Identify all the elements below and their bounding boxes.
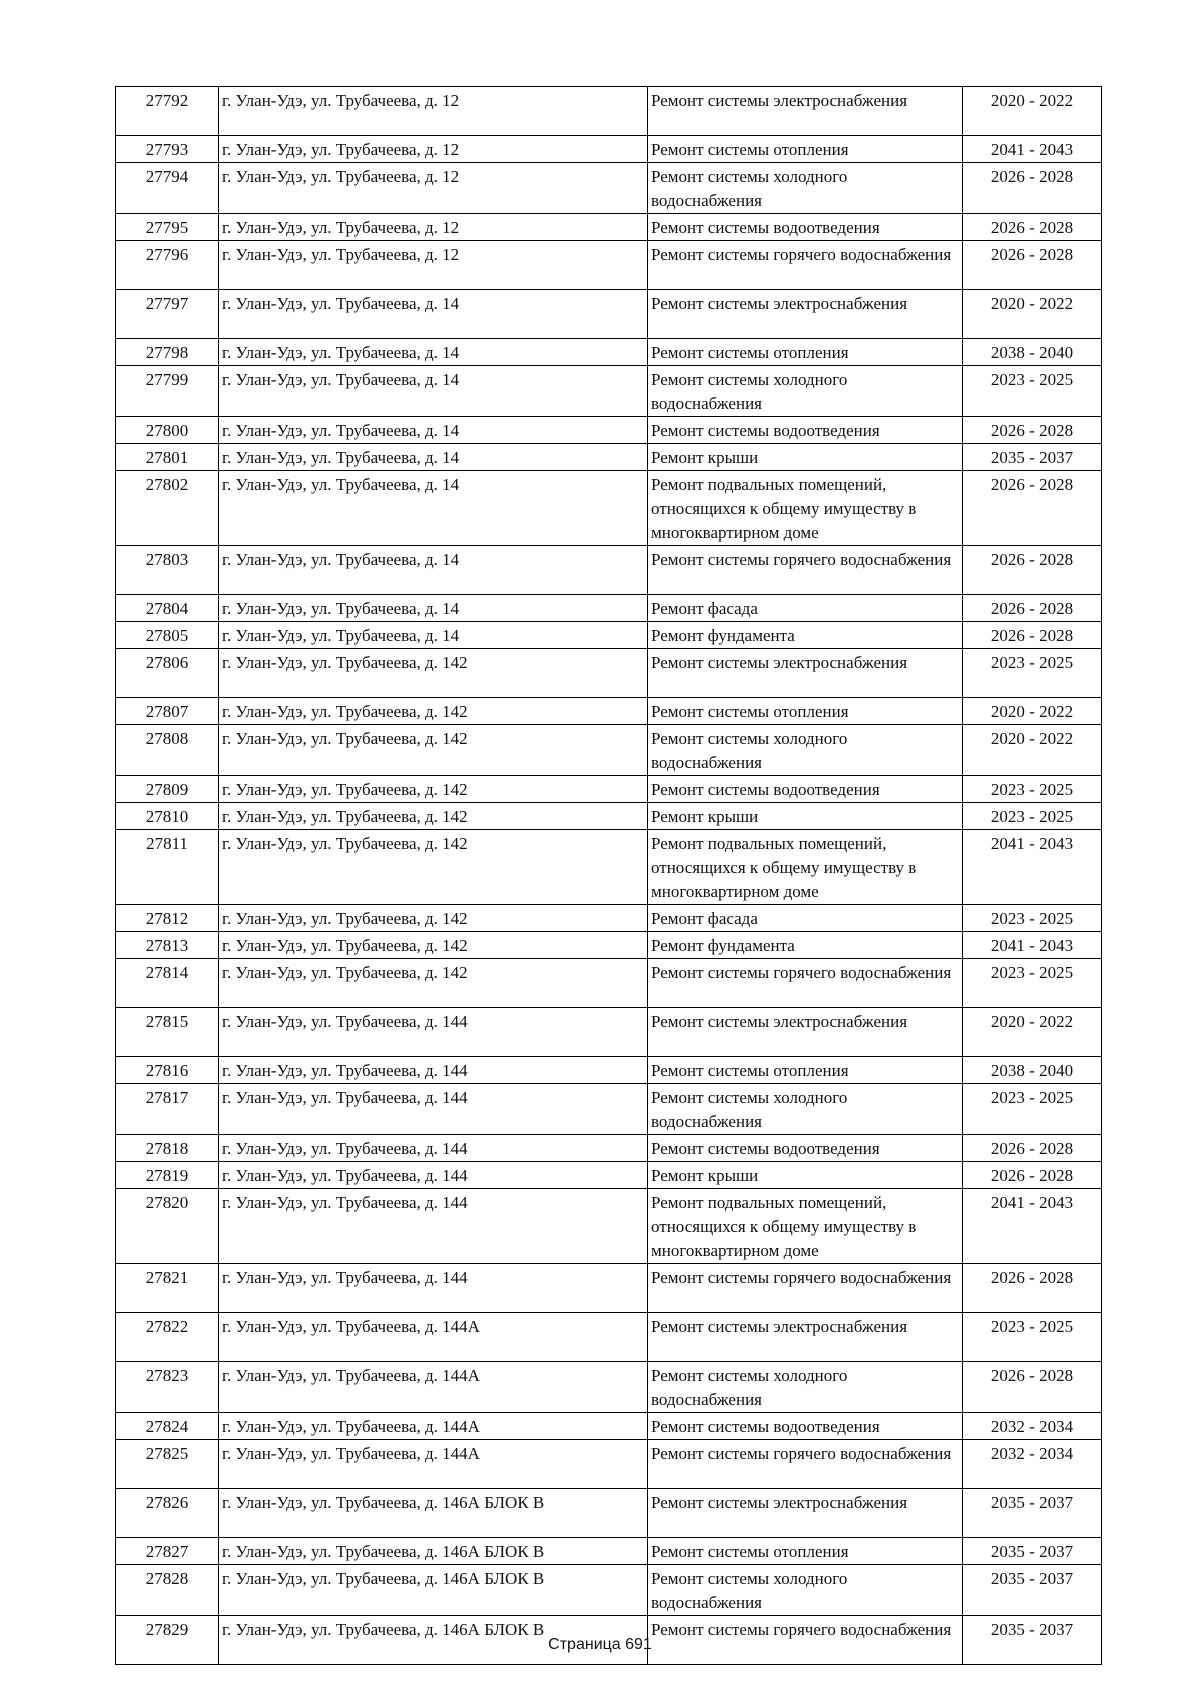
table-row bbox=[116, 1489, 1102, 1538]
row-number-cell: 27820 bbox=[116, 1189, 219, 1264]
address-cell: г. Улан-Удэ, ул. Трубачеева, д. 144 bbox=[219, 1008, 648, 1057]
address-cell: г. Улан-Удэ, ул. Трубачеева, д. 144 bbox=[219, 1162, 648, 1189]
table-row bbox=[116, 471, 1102, 546]
period-cell: 2026 - 2028 bbox=[963, 163, 1102, 214]
work-type-cell: Ремонт крыши bbox=[648, 1162, 963, 1189]
address-cell: г. Улан-Удэ, ул. Трубачеева, д. 12 bbox=[219, 214, 648, 241]
period-cell: 2020 - 2022 bbox=[963, 698, 1102, 725]
address-cell: г. Улан-Удэ, ул. Трубачеева, д. 14 bbox=[219, 339, 648, 366]
table-row bbox=[116, 339, 1102, 366]
table-row bbox=[116, 725, 1102, 776]
work-type-cell: Ремонт системы электроснабжения bbox=[648, 649, 963, 698]
period-cell: 2020 - 2022 bbox=[963, 87, 1102, 136]
address-cell: г. Улан-Удэ, ул. Трубачеева, д. 14 bbox=[219, 595, 648, 622]
address-cell: г. Улан-Удэ, ул. Трубачеева, д. 12 bbox=[219, 87, 648, 136]
period-cell: 2032 - 2034 bbox=[963, 1440, 1102, 1489]
row-number-cell: 27818 bbox=[116, 1135, 219, 1162]
work-type-cell: Ремонт системы водоотведения bbox=[648, 1413, 963, 1440]
period-cell: 2035 - 2037 bbox=[963, 444, 1102, 471]
row-number-cell: 27805 bbox=[116, 622, 219, 649]
work-type-cell: Ремонт системы водоотведения bbox=[648, 1135, 963, 1162]
work-type-cell: Ремонт системы холодного водоснабжения bbox=[648, 1084, 963, 1135]
row-number-cell: 27798 bbox=[116, 339, 219, 366]
row-number-cell: 27829 bbox=[116, 1616, 219, 1665]
work-type-cell: Ремонт фундамента bbox=[648, 932, 963, 959]
address-cell: г. Улан-Удэ, ул. Трубачеева, д. 12 bbox=[219, 241, 648, 290]
work-type-cell: Ремонт системы отопления bbox=[648, 1057, 963, 1084]
address-cell: г. Улан-Удэ, ул. Трубачеева, д. 14 bbox=[219, 471, 648, 546]
work-type-cell: Ремонт системы водоотведения bbox=[648, 214, 963, 241]
work-type-cell: Ремонт системы горячего водоснабжения bbox=[648, 1264, 963, 1313]
table-row bbox=[116, 1008, 1102, 1057]
address-cell: г. Улан-Удэ, ул. Трубачеева, д. 12 bbox=[219, 136, 648, 163]
row-number-cell: 27793 bbox=[116, 136, 219, 163]
work-type-cell: Ремонт крыши bbox=[648, 803, 963, 830]
work-type-cell: Ремонт системы горячего водоснабжения bbox=[648, 959, 963, 1008]
address-cell: г. Улан-Удэ, ул. Трубачеева, д. 14 bbox=[219, 622, 648, 649]
table-row bbox=[116, 1264, 1102, 1313]
row-number-cell: 27808 bbox=[116, 725, 219, 776]
table-row bbox=[116, 905, 1102, 932]
table-row bbox=[116, 1413, 1102, 1440]
row-number-cell: 27826 bbox=[116, 1489, 219, 1538]
row-number-cell: 27797 bbox=[116, 290, 219, 339]
table-row bbox=[116, 1440, 1102, 1489]
period-cell: 2020 - 2022 bbox=[963, 290, 1102, 339]
row-number-cell: 27815 bbox=[116, 1008, 219, 1057]
work-type-cell: Ремонт подвальных помещений, относящихся к общему имуществу в многоквартирном доме bbox=[648, 830, 963, 905]
period-cell: 2026 - 2028 bbox=[963, 417, 1102, 444]
table-row bbox=[116, 290, 1102, 339]
page-number: Страница 691 bbox=[548, 1636, 652, 1653]
row-number-cell: 27822 bbox=[116, 1313, 219, 1362]
work-type-cell: Ремонт системы отопления bbox=[648, 339, 963, 366]
row-number-cell: 27813 bbox=[116, 932, 219, 959]
period-cell: 2026 - 2028 bbox=[963, 595, 1102, 622]
period-cell: 2032 - 2034 bbox=[963, 1413, 1102, 1440]
period-cell: 2023 - 2025 bbox=[963, 1313, 1102, 1362]
address-cell: г. Улан-Удэ, ул. Трубачеева, д. 142 bbox=[219, 803, 648, 830]
work-type-cell: Ремонт фасада bbox=[648, 595, 963, 622]
row-number-cell: 27812 bbox=[116, 905, 219, 932]
period-cell: 2026 - 2028 bbox=[963, 1264, 1102, 1313]
work-type-cell: Ремонт системы отопления bbox=[648, 1538, 963, 1565]
work-type-cell: Ремонт системы водоотведения bbox=[648, 417, 963, 444]
work-type-cell: Ремонт системы электроснабжения bbox=[648, 1313, 963, 1362]
repair-schedule-table bbox=[115, 86, 1102, 1665]
table-row bbox=[116, 1538, 1102, 1565]
period-cell: 2035 - 2037 bbox=[963, 1565, 1102, 1616]
table-row bbox=[116, 214, 1102, 241]
table-row bbox=[116, 1162, 1102, 1189]
table-row bbox=[116, 444, 1102, 471]
table-row bbox=[116, 698, 1102, 725]
row-number-cell: 27810 bbox=[116, 803, 219, 830]
address-cell: г. Улан-Удэ, ул. Трубачеева, д. 144 bbox=[219, 1057, 648, 1084]
address-cell: г. Улан-Удэ, ул. Трубачеева, д. 142 bbox=[219, 905, 648, 932]
address-cell: г. Улан-Удэ, ул. Трубачеева, д. 146А БЛОК В bbox=[219, 1565, 648, 1616]
row-number-cell: 27827 bbox=[116, 1538, 219, 1565]
table-row bbox=[116, 1135, 1102, 1162]
address-cell: г. Улан-Удэ, ул. Трубачеева, д. 14 bbox=[219, 290, 648, 339]
period-cell: 2035 - 2037 bbox=[963, 1616, 1102, 1665]
table-row bbox=[116, 1565, 1102, 1616]
work-type-cell: Ремонт системы горячего водоснабжения bbox=[648, 1616, 963, 1665]
period-cell: 2026 - 2028 bbox=[963, 546, 1102, 595]
work-type-cell: Ремонт подвальных помещений, относящихся к общему имуществу в многоквартирном доме bbox=[648, 1189, 963, 1264]
row-number-cell: 27804 bbox=[116, 595, 219, 622]
period-cell: 2023 - 2025 bbox=[963, 366, 1102, 417]
work-type-cell: Ремонт системы горячего водоснабжения bbox=[648, 241, 963, 290]
period-cell: 2026 - 2028 bbox=[963, 471, 1102, 546]
address-cell: г. Улан-Удэ, ул. Трубачеева, д. 144 bbox=[219, 1135, 648, 1162]
period-cell: 2026 - 2028 bbox=[963, 241, 1102, 290]
row-number-cell: 27814 bbox=[116, 959, 219, 1008]
table-row bbox=[116, 932, 1102, 959]
address-cell: г. Улан-Удэ, ул. Трубачеева, д. 142 bbox=[219, 830, 648, 905]
address-cell: г. Улан-Удэ, ул. Трубачеева, д. 142 bbox=[219, 649, 648, 698]
period-cell: 2023 - 2025 bbox=[963, 1084, 1102, 1135]
row-number-cell: 27823 bbox=[116, 1362, 219, 1413]
address-cell: г. Улан-Удэ, ул. Трубачеева, д. 144А bbox=[219, 1313, 648, 1362]
work-type-cell: Ремонт системы электроснабжения bbox=[648, 1008, 963, 1057]
row-number-cell: 27802 bbox=[116, 471, 219, 546]
table-row bbox=[116, 1084, 1102, 1135]
table-row bbox=[116, 803, 1102, 830]
table-row bbox=[116, 649, 1102, 698]
period-cell: 2023 - 2025 bbox=[963, 803, 1102, 830]
table-body bbox=[116, 87, 1102, 1665]
row-number-cell: 27801 bbox=[116, 444, 219, 471]
row-number-cell: 27824 bbox=[116, 1413, 219, 1440]
row-number-cell: 27807 bbox=[116, 698, 219, 725]
table-row bbox=[116, 1313, 1102, 1362]
period-cell: 2041 - 2043 bbox=[963, 1189, 1102, 1264]
address-cell: г. Улан-Удэ, ул. Трубачеева, д. 12 bbox=[219, 163, 648, 214]
address-cell: г. Улан-Удэ, ул. Трубачеева, д. 14 bbox=[219, 417, 648, 444]
row-number-cell: 27828 bbox=[116, 1565, 219, 1616]
table-row bbox=[116, 417, 1102, 444]
table-row bbox=[116, 87, 1102, 136]
address-cell: г. Улан-Удэ, ул. Трубачеева, д. 142 bbox=[219, 959, 648, 1008]
table-row bbox=[116, 546, 1102, 595]
work-type-cell: Ремонт системы водоотведения bbox=[648, 776, 963, 803]
row-number-cell: 27806 bbox=[116, 649, 219, 698]
work-type-cell: Ремонт системы холодного водоснабжения bbox=[648, 725, 963, 776]
row-number-cell: 27795 bbox=[116, 214, 219, 241]
row-number-cell: 27819 bbox=[116, 1162, 219, 1189]
period-cell: 2023 - 2025 bbox=[963, 649, 1102, 698]
row-number-cell: 27816 bbox=[116, 1057, 219, 1084]
work-type-cell: Ремонт системы холодного водоснабжения bbox=[648, 366, 963, 417]
period-cell: 2026 - 2028 bbox=[963, 1135, 1102, 1162]
address-cell: г. Улан-Удэ, ул. Трубачеева, д. 144 bbox=[219, 1264, 648, 1313]
address-cell: г. Улан-Удэ, ул. Трубачеева, д. 146А БЛОК В bbox=[219, 1489, 648, 1538]
period-cell: 2023 - 2025 bbox=[963, 776, 1102, 803]
work-type-cell: Ремонт системы горячего водоснабжения bbox=[648, 546, 963, 595]
table-row bbox=[116, 622, 1102, 649]
table-row bbox=[116, 959, 1102, 1008]
address-cell: г. Улан-Удэ, ул. Трубачеева, д. 144 bbox=[219, 1189, 648, 1264]
address-cell: г. Улан-Удэ, ул. Трубачеева, д. 144А bbox=[219, 1362, 648, 1413]
document-page bbox=[115, 86, 1101, 1665]
address-cell: г. Улан-Удэ, ул. Трубачеева, д. 146А БЛОК В bbox=[219, 1616, 648, 1665]
work-type-cell: Ремонт крыши bbox=[648, 444, 963, 471]
row-number-cell: 27799 bbox=[116, 366, 219, 417]
row-number-cell: 27794 bbox=[116, 163, 219, 214]
address-cell: г. Улан-Удэ, ул. Трубачеева, д. 14 bbox=[219, 444, 648, 471]
period-cell: 2026 - 2028 bbox=[963, 214, 1102, 241]
work-type-cell: Ремонт системы горячего водоснабжения bbox=[648, 1440, 963, 1489]
address-cell: г. Улан-Удэ, ул. Трубачеева, д. 14 bbox=[219, 546, 648, 595]
work-type-cell: Ремонт системы электроснабжения bbox=[648, 1489, 963, 1538]
address-cell: г. Улан-Удэ, ул. Трубачеева, д. 144А bbox=[219, 1413, 648, 1440]
row-number-cell: 27825 bbox=[116, 1440, 219, 1489]
table-row bbox=[116, 1189, 1102, 1264]
period-cell: 2026 - 2028 bbox=[963, 622, 1102, 649]
table-row bbox=[116, 595, 1102, 622]
work-type-cell: Ремонт системы отопления bbox=[648, 136, 963, 163]
table-row bbox=[116, 163, 1102, 214]
work-type-cell: Ремонт системы электроснабжения bbox=[648, 87, 963, 136]
row-number-cell: 27796 bbox=[116, 241, 219, 290]
period-cell: 2023 - 2025 bbox=[963, 959, 1102, 1008]
period-cell: 2035 - 2037 bbox=[963, 1538, 1102, 1565]
work-type-cell: Ремонт системы электроснабжения bbox=[648, 290, 963, 339]
work-type-cell: Ремонт подвальных помещений, относящихся к общему имуществу в многоквартирном доме bbox=[648, 471, 963, 546]
table-row bbox=[116, 366, 1102, 417]
address-cell: г. Улан-Удэ, ул. Трубачеева, д. 144 bbox=[219, 1084, 648, 1135]
period-cell: 2023 - 2025 bbox=[963, 905, 1102, 932]
table-row bbox=[116, 136, 1102, 163]
table-row bbox=[116, 830, 1102, 905]
period-cell: 2020 - 2022 bbox=[963, 1008, 1102, 1057]
work-type-cell: Ремонт системы отопления bbox=[648, 698, 963, 725]
row-number-cell: 27817 bbox=[116, 1084, 219, 1135]
table-row bbox=[116, 241, 1102, 290]
address-cell: г. Улан-Удэ, ул. Трубачеева, д. 144А bbox=[219, 1440, 648, 1489]
row-number-cell: 27811 bbox=[116, 830, 219, 905]
work-type-cell: Ремонт системы холодного водоснабжения bbox=[648, 1362, 963, 1413]
address-cell: г. Улан-Удэ, ул. Трубачеева, д. 142 bbox=[219, 725, 648, 776]
row-number-cell: 27792 bbox=[116, 87, 219, 136]
period-cell: 2038 - 2040 bbox=[963, 1057, 1102, 1084]
period-cell: 2020 - 2022 bbox=[963, 725, 1102, 776]
address-cell: г. Улан-Удэ, ул. Трубачеева, д. 142 bbox=[219, 698, 648, 725]
address-cell: г. Улан-Удэ, ул. Трубачеева, д. 142 bbox=[219, 932, 648, 959]
table-row bbox=[116, 1057, 1102, 1084]
period-cell: 2035 - 2037 bbox=[963, 1489, 1102, 1538]
work-type-cell: Ремонт системы холодного водоснабжения bbox=[648, 163, 963, 214]
row-number-cell: 27809 bbox=[116, 776, 219, 803]
period-cell: 2026 - 2028 bbox=[963, 1162, 1102, 1189]
work-type-cell: Ремонт фундамента bbox=[648, 622, 963, 649]
table-row bbox=[116, 776, 1102, 803]
address-cell: г. Улан-Удэ, ул. Трубачеева, д. 142 bbox=[219, 776, 648, 803]
row-number-cell: 27800 bbox=[116, 417, 219, 444]
address-cell: г. Улан-Удэ, ул. Трубачеева, д. 146А БЛОК В bbox=[219, 1538, 648, 1565]
table-row bbox=[116, 1362, 1102, 1413]
row-number-cell: 27821 bbox=[116, 1264, 219, 1313]
period-cell: 2041 - 2043 bbox=[963, 932, 1102, 959]
work-type-cell: Ремонт системы холодного водоснабжения bbox=[648, 1565, 963, 1616]
address-cell: г. Улан-Удэ, ул. Трубачеева, д. 14 bbox=[219, 366, 648, 417]
period-cell: 2041 - 2043 bbox=[963, 136, 1102, 163]
period-cell: 2038 - 2040 bbox=[963, 339, 1102, 366]
period-cell: 2041 - 2043 bbox=[963, 830, 1102, 905]
work-type-cell: Ремонт фасада bbox=[648, 905, 963, 932]
row-number-cell: 27803 bbox=[116, 546, 219, 595]
period-cell: 2026 - 2028 bbox=[963, 1362, 1102, 1413]
